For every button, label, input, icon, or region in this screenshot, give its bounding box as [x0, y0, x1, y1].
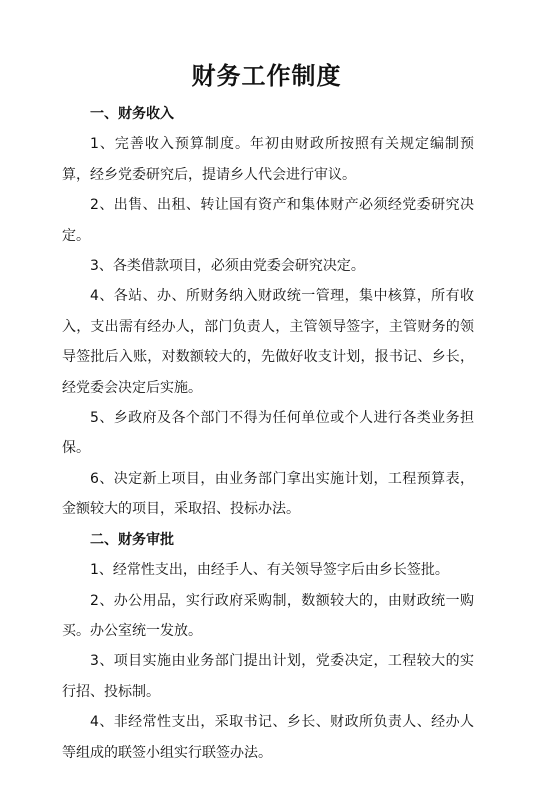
paragraph: 1、完善收入预算制度。年初由财政所按照有关规定编制预算，经乡党委研究后，提请乡人代会进行审议。 [62, 136, 474, 183]
paragraph: 1、经常性支出，由经手人、有关领导签字后由乡长签批。 [90, 562, 449, 579]
section-heading: 一、财务收入 [90, 106, 174, 122]
section-income [62, 99, 474, 525]
section-heading: 二、财务审批 [90, 531, 174, 548]
paragraph: 5、乡政府及各个部门不得为任何单位或个人进行各类业务担保。 [62, 410, 474, 457]
paragraph: 4、各站、办、所财务纳入财政统一管理，集中核算，所有收入，支出需有经办人，部门负责人，主管领导签字，主管财务的领导签批后入账，对数额较大的，先做好收支计划，报书记、乡长，经党委会决定后实施。 [62, 288, 474, 396]
section-approval [62, 525, 474, 768]
page-title: 财务工作制度 [191, 62, 342, 90]
paragraph: 4、非经常性支出，采取书记、乡长、财政所负责人、经办人等组成的联签小组实行联签办法。 [62, 714, 474, 761]
paragraph: 6、决定新上项目，由业务部门拿出实施计划，工程预算表，金额较大的项目，采取招、投标办法。 [62, 470, 474, 518]
paragraph: 3、各类借款项目，必须由党委会研究决定。 [90, 258, 365, 275]
paragraph: 3、项目实施由业务部门提出计划，党委决定，工程较大的实行招、投标制。 [62, 653, 474, 700]
paragraph: 2、出售、出租、转让国有资产和集体财产必须经党委研究决定。 [62, 197, 474, 244]
document-body [62, 99, 474, 768]
paragraph: 2、办公用品，实行政府采购制，数额较大的，由财政统一购买。办公室统一发放。 [62, 592, 474, 639]
